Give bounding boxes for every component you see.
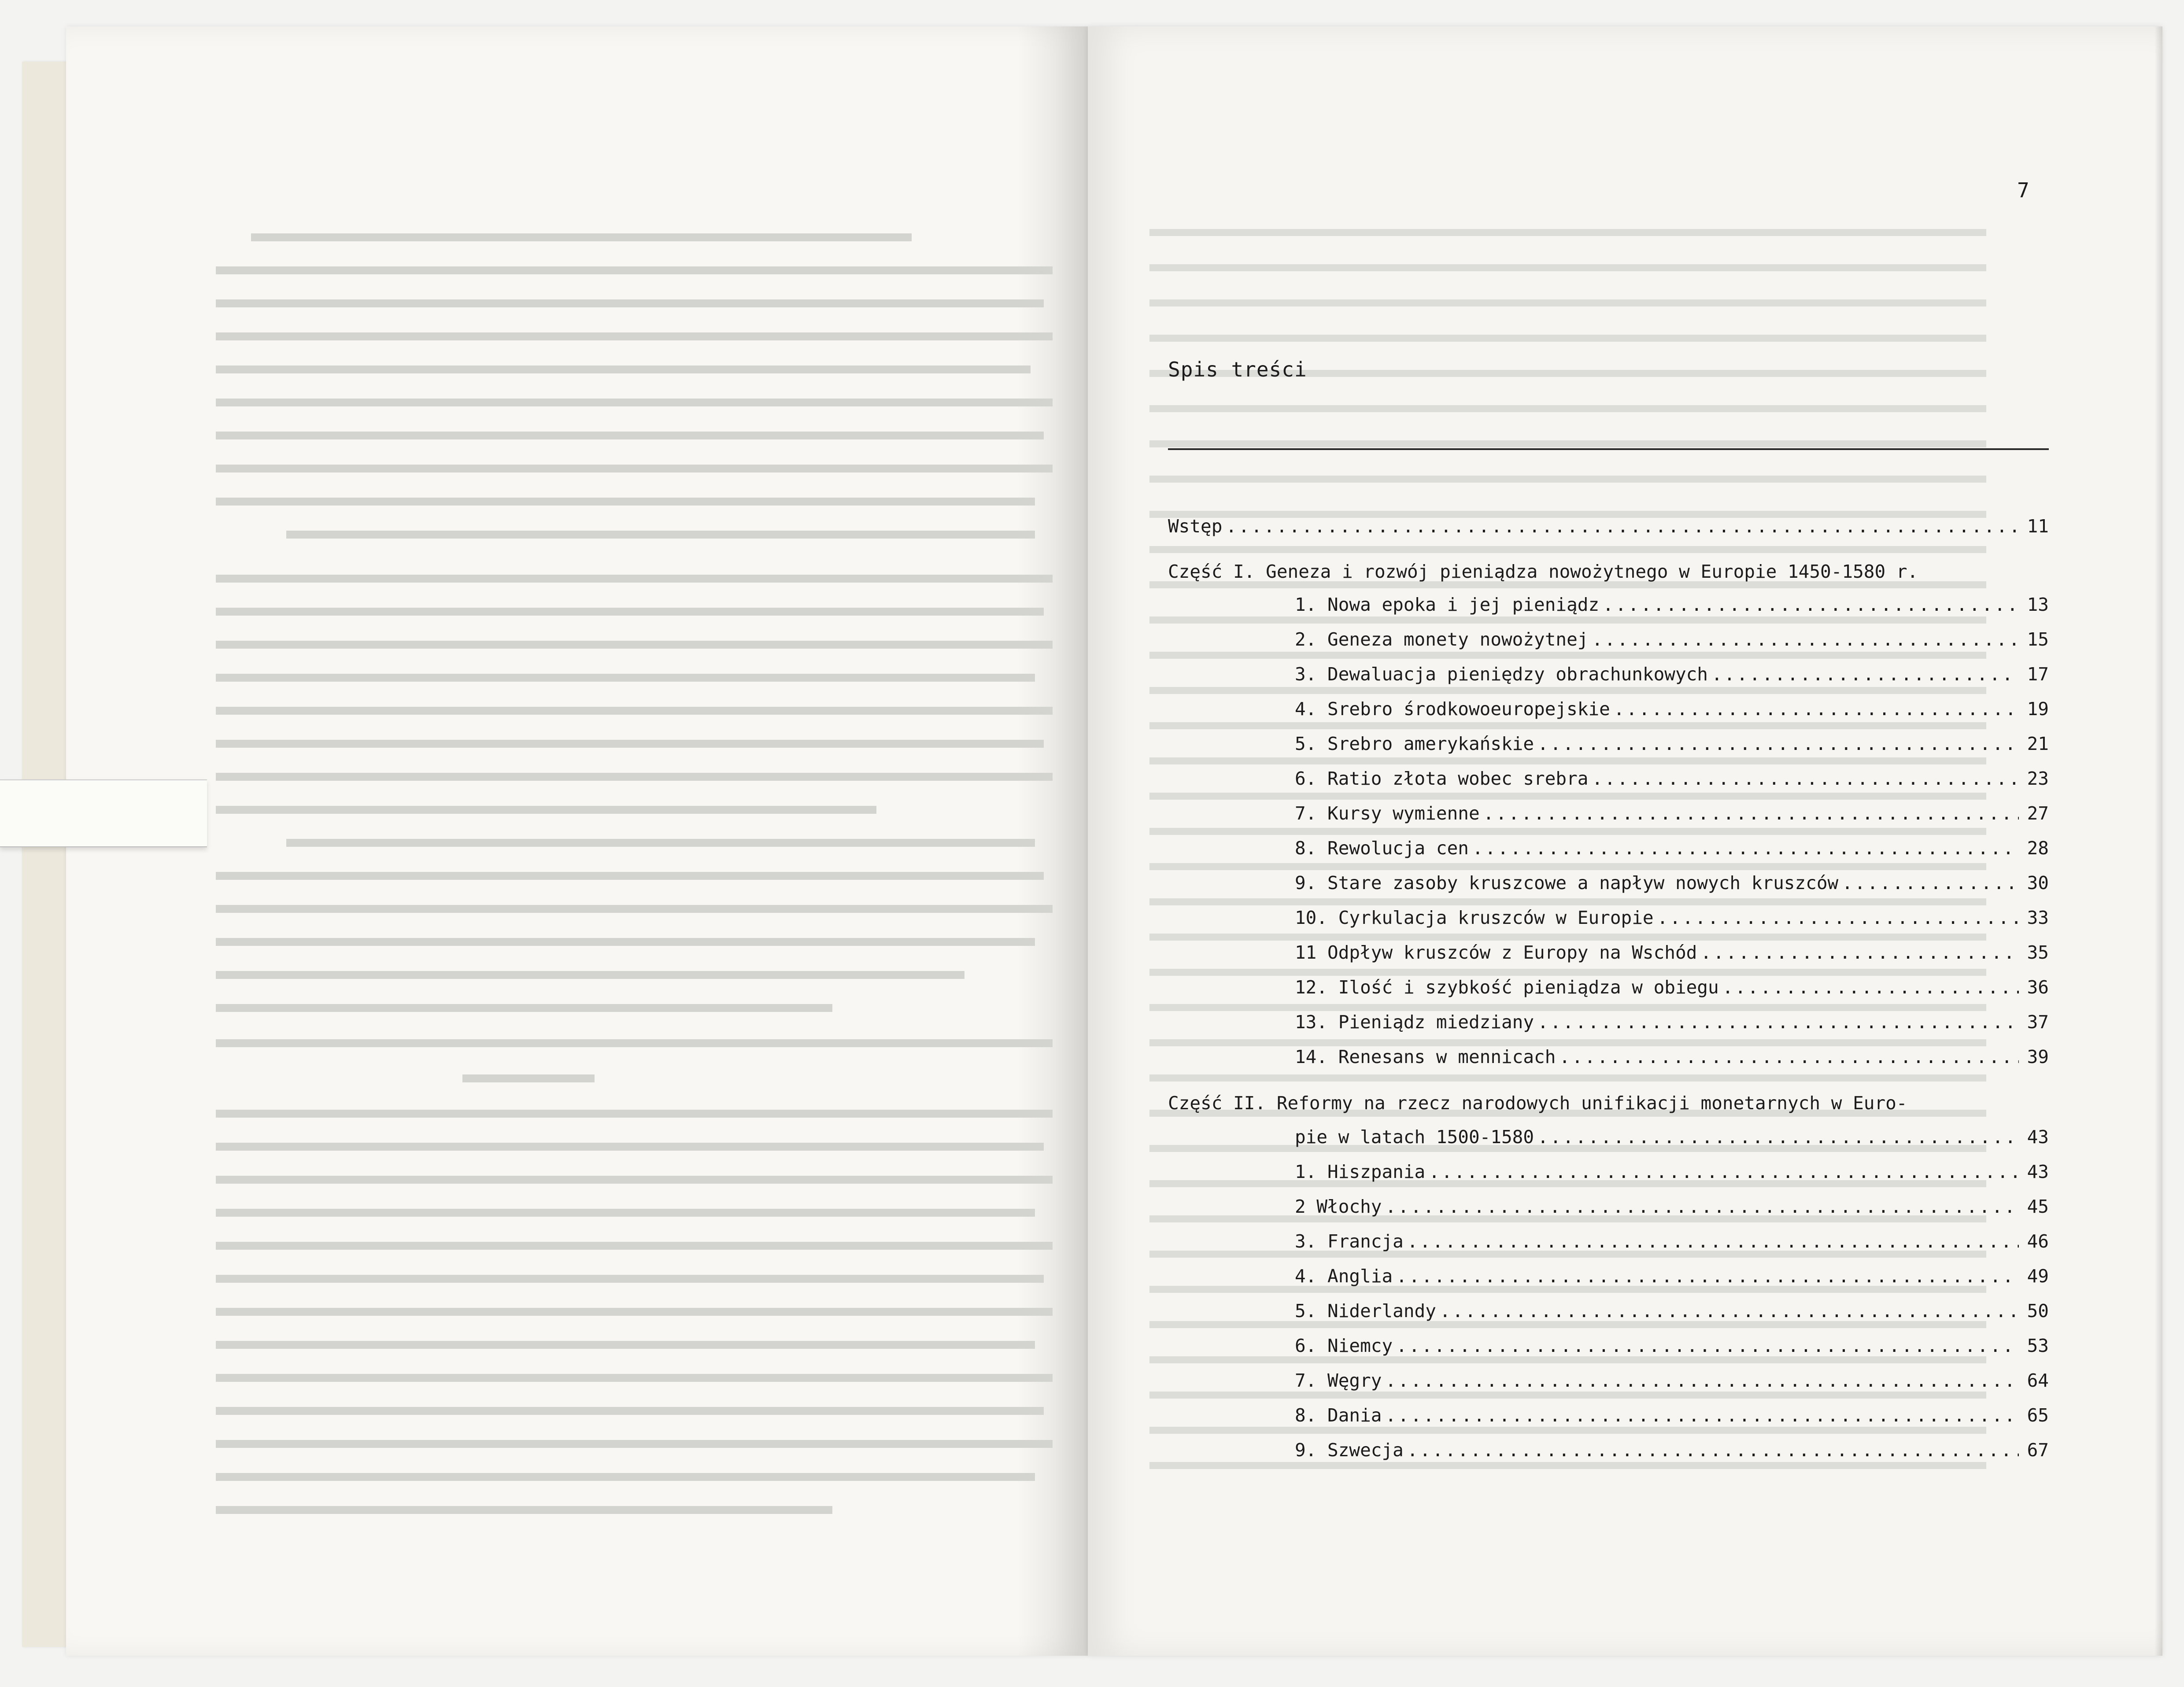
toc-entry-page: 19	[2027, 698, 2049, 720]
toc-entry-label: 5. Srebro amerykańskie	[1295, 733, 1534, 754]
toc-entry-label: Wstęp	[1168, 516, 1223, 537]
toc-entry-label: 6. Niemcy	[1295, 1335, 1393, 1356]
toc-entry-page: 43	[2027, 1126, 2049, 1148]
toc-chapter	[1295, 1228, 2049, 1255]
dot-leader	[1429, 1159, 2019, 1185]
toc-entry-page: 35	[2027, 942, 2049, 963]
left-page	[66, 26, 1088, 1656]
dot-leader	[1396, 1333, 2019, 1359]
page-number: 7	[2017, 178, 2029, 202]
toc-chapter	[1295, 1044, 2049, 1070]
toc-entry-label: 8. Dania	[1295, 1405, 1382, 1426]
toc-chapter	[1295, 835, 2049, 861]
bookmark-slip	[0, 779, 207, 847]
toc-chapter	[1295, 1367, 2049, 1394]
toc-chapter	[1295, 974, 2049, 1000]
toc-entry-label: 11 Odpływ kruszców z Europy na Wschód	[1295, 942, 1697, 963]
toc-entry-label: 10. Cyrkulacja kruszców w Europie	[1295, 907, 1654, 928]
dot-leader	[1614, 696, 2019, 722]
dot-leader	[1711, 661, 2019, 687]
toc-chapter	[1295, 765, 2049, 792]
toc-entry-label: pie w latach 1500-1580	[1295, 1126, 1534, 1148]
show-through-text	[66, 26, 1088, 1656]
dot-leader	[1700, 939, 2019, 966]
toc-entry-label: 5. Niderlandy	[1295, 1300, 1436, 1322]
dot-leader	[1559, 1044, 2019, 1070]
toc-title: Spis treści	[1168, 358, 1307, 381]
toc-chapter	[1295, 1298, 2049, 1324]
toc-entry-page: 37	[2027, 1011, 2049, 1033]
dot-leader	[1537, 1124, 2019, 1150]
dot-leader	[1483, 800, 2019, 827]
toc-entry-page: 23	[2027, 768, 2049, 789]
toc-entry-page: 11	[2027, 516, 2049, 537]
toc-entry-label: 3. Francja	[1295, 1231, 1404, 1252]
toc-entry-label: 12. Ilość i szybkość pieniądza w obiegu	[1295, 977, 1719, 998]
toc-chapter	[1295, 1193, 2049, 1220]
toc-entry-label: 1. Hiszpania	[1295, 1161, 1426, 1182]
toc-entry-page: 39	[2027, 1046, 2049, 1067]
toc-chapter	[1295, 939, 2049, 966]
toc-entry-page: 64	[2027, 1370, 2049, 1391]
dot-leader	[1657, 904, 2019, 931]
toc-entry-label: 7. Kursy wymienne	[1295, 803, 1480, 824]
toc-chapter	[1295, 591, 2049, 618]
toc-entry-page: 21	[2027, 733, 2049, 754]
toc-entry-page: 46	[2027, 1231, 2049, 1252]
toc-part-2-heading-cont	[1295, 1124, 2049, 1150]
dot-leader	[1842, 870, 2019, 896]
dot-leader	[1385, 1367, 2019, 1394]
toc-entry-page: 33	[2027, 907, 2049, 928]
dot-leader	[1385, 1193, 2019, 1220]
toc-part-1-heading: Część I. Geneza i rozwój pieniądza nowożytnego w Europie 1450-1580 r.	[1168, 561, 1918, 582]
dot-leader	[1603, 591, 2019, 618]
toc-chapter	[1295, 1402, 2049, 1429]
dot-leader	[1537, 731, 2019, 757]
toc-entry-label: 8. Rewolucja cen	[1295, 838, 1469, 859]
toc-entry-page: 53	[2027, 1335, 2049, 1356]
toc-entry-page: 30	[2027, 872, 2049, 893]
toc-entry-label: 3. Dewaluacja pieniędzy obrachunkowych	[1295, 664, 1708, 685]
dot-leader	[1226, 513, 2019, 539]
toc-entry-page: 43	[2027, 1161, 2049, 1182]
toc-entry-label: 2. Geneza monety nowożytnej	[1295, 629, 1589, 650]
dot-leader	[1440, 1298, 2019, 1324]
toc-divider	[1168, 448, 2049, 450]
toc-entry-label: 9. Szwecja	[1295, 1440, 1404, 1461]
dot-leader	[1592, 765, 2019, 792]
dot-leader	[1472, 835, 2019, 861]
toc-entry-page: 27	[2027, 803, 2049, 824]
toc-entry-page: 67	[2027, 1440, 2049, 1461]
toc-entry-label: 9. Stare zasoby kruszcowe a napływ nowych kruszców	[1295, 872, 1839, 893]
toc-entry-page: 13	[2027, 594, 2049, 615]
dot-leader	[1396, 1263, 2019, 1289]
dot-leader	[1722, 974, 2019, 1000]
dot-leader	[1385, 1402, 2019, 1429]
toc-entry-label: 6. Ratio złota wobec srebra	[1295, 768, 1589, 789]
toc-entry-label: 1. Nowa epoka i jej pieniądz	[1295, 594, 1600, 615]
toc-entry-page: 65	[2027, 1405, 2049, 1426]
dot-leader	[1407, 1228, 2019, 1255]
toc-chapter	[1295, 1159, 2049, 1185]
toc-entry-page: 50	[2027, 1300, 2049, 1322]
toc-chapter	[1295, 1263, 2049, 1289]
toc-entry-label: 14. Renesans w mennicach	[1295, 1046, 1556, 1067]
toc-chapter	[1295, 1333, 2049, 1359]
toc-chapter	[1295, 1009, 2049, 1035]
toc-entry-intro	[1168, 513, 2049, 539]
toc-entry-page: 17	[2027, 664, 2049, 685]
dot-leader	[1592, 626, 2019, 653]
toc-entry-label: 13. Pieniądz miedziany	[1295, 1011, 1534, 1033]
dot-leader	[1537, 1009, 2019, 1035]
toc-chapter	[1295, 661, 2049, 687]
toc-entry-page: 15	[2027, 629, 2049, 650]
toc-entry-page: 49	[2027, 1266, 2049, 1287]
toc-entry-page: 28	[2027, 838, 2049, 859]
dot-leader	[1407, 1437, 2019, 1463]
toc-chapter	[1295, 626, 2049, 653]
toc-entry-page: 36	[2027, 977, 2049, 998]
toc-entry-label: 4. Anglia	[1295, 1266, 1393, 1287]
toc-entry-label: 2 Włochy	[1295, 1196, 1382, 1217]
toc-entry-label: 7. Węgry	[1295, 1370, 1382, 1391]
toc-entry-label: 4. Srebro środkowoeuropejskie	[1295, 698, 1610, 720]
toc-chapter	[1295, 870, 2049, 896]
toc-entry-page: 45	[2027, 1196, 2049, 1217]
toc-chapter	[1295, 800, 2049, 827]
toc-chapter	[1295, 1437, 2049, 1463]
toc-chapter	[1295, 731, 2049, 757]
toc-chapter	[1295, 696, 2049, 722]
toc-part-2-heading: Część II. Reformy na rzecz narodowych unifikacji monetarnych w Euro-	[1168, 1093, 1907, 1114]
toc-chapter	[1295, 904, 2049, 931]
